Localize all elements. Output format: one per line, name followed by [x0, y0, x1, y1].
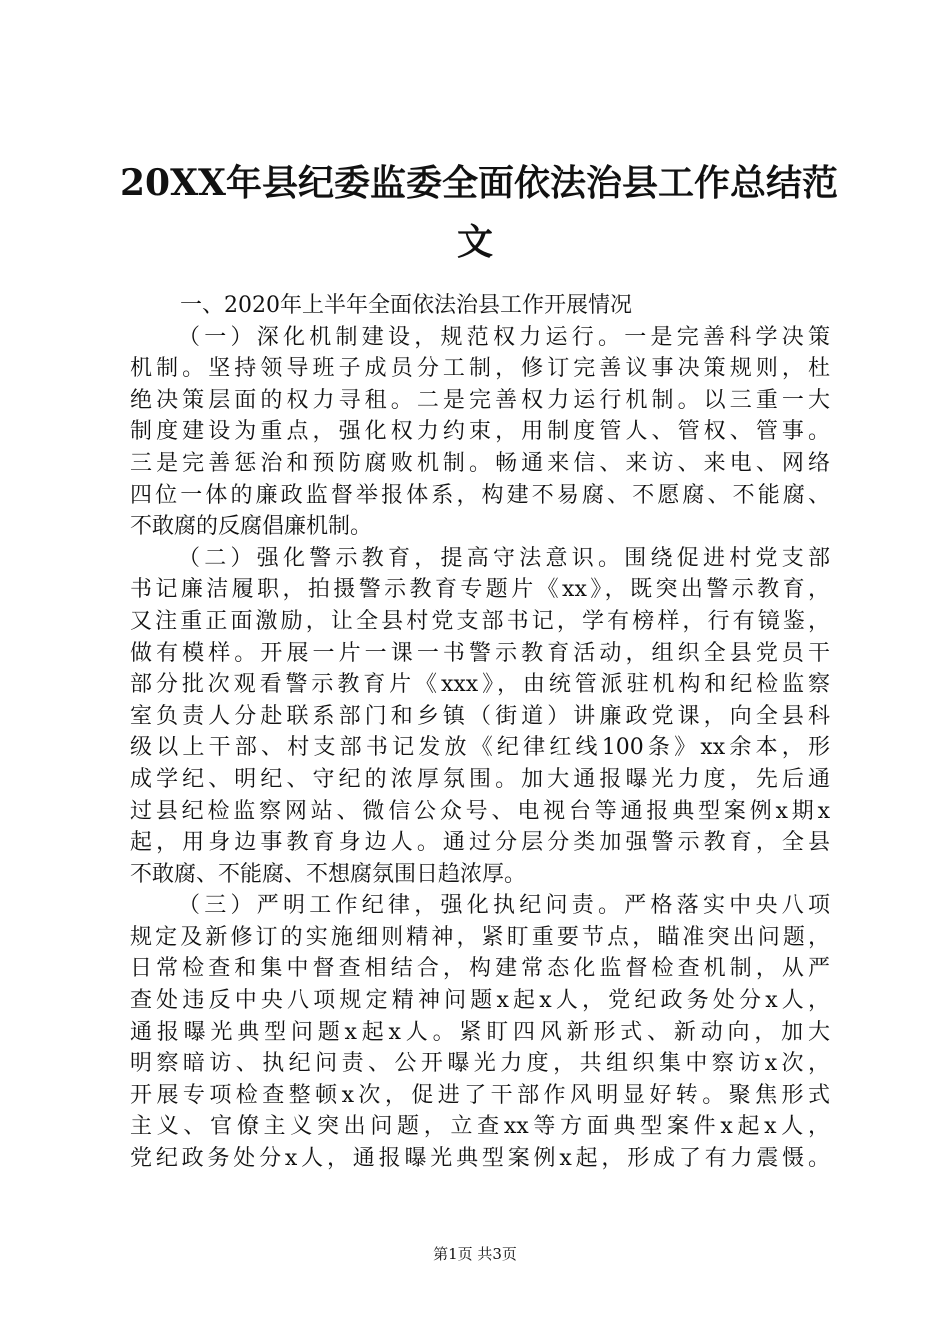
- document-body: [130, 290, 830, 1175]
- paragraph-line: 书记廉洁履职，拍摄警示教育专题片《xx》，既突出警示教育，: [130, 577, 830, 603]
- paragraph-line: 部分批次观看警示教育片《xxx》，由统管派驻机构和纪检监察: [130, 672, 830, 698]
- paragraph-line: 做有模样。开展一片一课一书警示教育活动，组织全县党员干: [130, 640, 830, 666]
- paragraph-line: 通报曝光典型问题x起x人。紧盯四风新形式、新动向，加大: [130, 1019, 830, 1045]
- paragraph-line: 党纪政务处分x人，通报曝光典型案例x起，形成了有力震慑。: [130, 1146, 830, 1172]
- paragraph-line: 制度建设为重点，强化权力约束，用制度管人、管权、管事。: [130, 419, 830, 445]
- paragraph-line: 三是完善惩治和预防腐败机制。畅通来信、来访、来电、网络: [130, 450, 830, 476]
- paragraph-line: 起，用身边事教育身边人。通过分层分类加强警示教育，全县: [130, 830, 830, 856]
- paragraph-line: （一）深化机制建设，规范权力运行。一是完善科学决策: [178, 324, 830, 350]
- paragraph-line: 四位一体的廉政监督举报体系，构建不易腐、不愿腐、不能腐、: [130, 482, 830, 508]
- paragraph-line: 查处违反中央八项规定精神问题x起x人，党纪政务处分x人，: [130, 988, 830, 1014]
- paragraph-line: 室负责人分赴联系部门和乡镇（街道）讲廉政党课，向全县科: [130, 703, 830, 729]
- document-title-line-1: 20XX年县纪委监委全面依法治县工作总结范: [120, 162, 838, 204]
- paragraph-line: 机制。坚持领导班子成员分工制，修订完善议事决策规则，杜: [130, 356, 830, 382]
- paragraph-line: 级以上干部、村支部书记发放《纪律红线100条》xx余本，形: [130, 735, 830, 761]
- paragraph-line: 又注重正面激励，让全县村党支部书记，学有榜样，行有镜鉴，: [130, 608, 830, 634]
- paragraph-line: 开展专项检查整顿x次，促进了干部作风明显好转。聚焦形式: [130, 1082, 830, 1108]
- paragraph-line: 不敢腐的反腐倡廉机制。: [130, 514, 373, 540]
- paragraph-line: 规定及新修订的实施细则精神，紧盯重要节点，瞄准突出问题，: [130, 924, 830, 950]
- paragraph-line: 主义、官僚主义突出问题，立查xx等方面典型案件x起x人，: [130, 1114, 830, 1140]
- section-heading: 一、2020年上半年全面依法治县工作开展情况: [180, 293, 632, 318]
- paragraph-line: （二）强化警示教育，提高守法意识。围绕促进村党支部: [178, 545, 830, 571]
- paragraph-line: （三）严明工作纪律，强化执纪问责。严格落实中央八项: [178, 893, 830, 919]
- paragraph-line: 成学纪、明纪、守纪的浓厚氛围。加大通报曝光力度，先后通: [130, 766, 830, 792]
- paragraph-line: 不敢腐、不能腐、不想腐氛围日趋浓厚。: [130, 861, 527, 887]
- paragraph-line: 日常检查和集中督查相结合，构建常态化监督检查机制，从严: [130, 956, 830, 982]
- paragraph-line: 过县纪检监察网站、微信公众号、电视台等通报典型案例x期x: [130, 798, 830, 824]
- paragraph-line: 明察暗访、执纪问责、公开曝光力度，共组织集中察访x次，: [130, 1051, 830, 1077]
- page-footer: 第1页 共3页: [433, 1245, 517, 1263]
- document-title-line-2: 文: [456, 221, 493, 263]
- paragraph-line: 绝决策层面的权力寻租。二是完善权力运行机制。以三重一大: [130, 387, 830, 413]
